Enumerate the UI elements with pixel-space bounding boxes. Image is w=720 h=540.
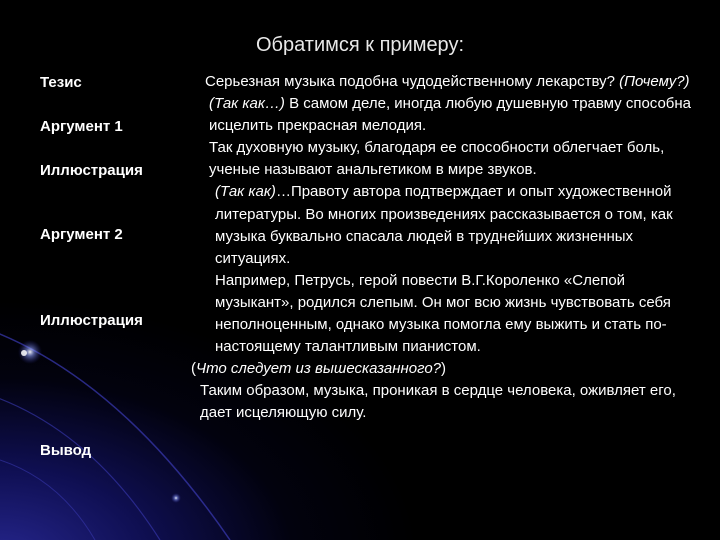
argument-2-paragraph: [191, 181, 701, 269]
label-thesis: Тезис: [40, 74, 82, 91]
essay-text: [191, 71, 701, 425]
argument-2-text: …Правоту автора подтверждает и опыт художественной литературы. Во многих произведениях рассказывается о том, как музыка буквально спасала людей в труднейших жизненных ситуациях.: [215, 183, 673, 267]
label-argument-2: Аргумент 2: [40, 226, 123, 243]
thesis-question: (Почему?): [619, 73, 690, 90]
argument-2-marker: (Так как): [215, 183, 276, 201]
labels-column: [40, 0, 210, 540]
label-argument-1: Аргумент 1: [40, 118, 123, 135]
label-illustration-2: Иллюстрация: [40, 312, 143, 329]
label-conclusion: Вывод: [40, 442, 92, 459]
illustration-2-paragraph: [191, 270, 701, 358]
slide-title-text: Обратимся к примеру:: [255, 34, 465, 56]
argument-1-marker: (Так как…): [209, 95, 285, 113]
label-illustration-1: Иллюстрация: [40, 162, 143, 179]
illustration-2-text: Например, Петрусь, герой повести В.Г.Короленко «Слепой музыкант», родился слепым. Он мог всю жизнь чувствовать себя неполноценным, однако музыка помогла ему выжить и стать по-настоящему талантливым пианистом.: [215, 271, 671, 356]
glow-orb-small: [21, 350, 27, 356]
question-paragraph: (Что следует из вышесказанного?): [191, 360, 447, 378]
argument-1-text: В самом деле, иногда любую душевную травму способна исцелить прекрасная мелодия.: [209, 95, 692, 135]
argument-1-paragraph: [191, 93, 701, 137]
illustration-1-text: Так духовную музыку, благодаря ее способности облегчает боль, ученые называют анальгетиком в мире звуков.: [209, 139, 665, 179]
thesis-text: Серьезная музыка подобна чудодейственному лекарству?: [205, 73, 620, 90]
conclusion-text: Таким образом, музыка, проникая в сердце человека, оживляет его, дает исцеляющую силу.: [200, 382, 676, 422]
conclusion-paragraph: [191, 380, 701, 424]
illustration-1-paragraph: [191, 137, 701, 181]
question-text: Что следует из вышесказанного?: [196, 360, 442, 378]
thesis-paragraph: [191, 71, 701, 93]
